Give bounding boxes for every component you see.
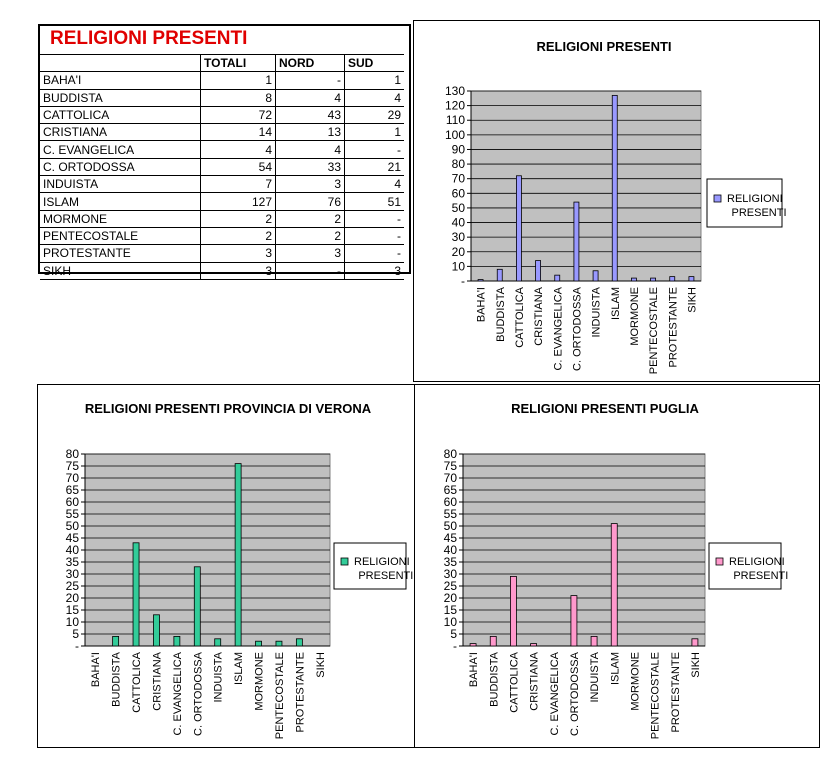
y-tick-label: 25 [65,579,79,593]
x-tick-label: BAHA'I [90,652,103,688]
x-tick-label: PENTECOSTALE [648,287,661,375]
legend-swatch [716,558,723,565]
x-tick-label: BAHA'I [475,287,488,323]
x-tick-label: CATTOLICA [513,287,526,348]
y-tick-label: 10 [443,615,457,629]
chart-verona [38,385,416,749]
y-tick-label: 15 [443,603,457,617]
table-row [40,210,404,227]
row-value: 3 [201,262,276,279]
x-tick-label: PENTECOSTALE [649,652,662,740]
row-value: - [276,262,345,279]
x-tick-label: SIKH [314,652,327,678]
y-tick-label: 40 [65,543,79,557]
y-tick-label: 50 [451,200,465,215]
bar [174,636,180,646]
row-value: 4 [345,89,405,106]
row-value: - [276,72,345,89]
row-value: 3 [276,176,345,193]
y-tick-label: 20 [65,591,79,605]
y-tick-label: 55 [65,507,79,521]
x-tick-label: C. ORTODOSSA [568,652,581,736]
table-row [40,176,404,193]
x-tick-label: CATTOLICA [508,652,521,713]
row-value: 1 [345,124,405,141]
row-label: MORMONE [40,210,201,227]
x-tick-label: BUDDISTA [494,287,507,342]
y-tick-label: 80 [65,447,79,461]
y-tick-label: - [75,639,79,653]
row-label: C. ORTODOSSA [40,158,201,175]
x-tick-label: PROTESTANTE [294,652,307,733]
x-tick-label: BUDDISTA [488,652,501,707]
row-value: 127 [201,193,276,210]
x-tick-label: BAHA'I [468,652,481,688]
row-value: 4 [201,141,276,158]
bar [536,261,541,281]
bar [478,280,483,281]
table-row [40,89,404,106]
row-value: - [345,141,405,158]
table-row [40,124,404,141]
x-tick-label: ISLAM [233,652,246,686]
x-tick-label: C. EVANGELICA [171,652,184,736]
y-tick-label: 65 [443,483,457,497]
chart-title: RELIGIONI PRESENTI PROVINCIA DI VERONA [84,401,372,416]
row-value: 3 [201,245,276,262]
row-value: - [345,227,405,244]
bar [113,636,119,646]
row-value: 43 [276,106,345,123]
x-tick-label: PENTECOSTALE [273,652,286,740]
chart-verona-panel [37,384,415,748]
x-tick-label: C. EVANGELICA [552,287,565,371]
bar [490,636,496,646]
y-tick-label: 80 [451,157,465,172]
y-tick-label: 70 [65,471,79,485]
y-tick-label: 40 [443,543,457,557]
row-value: 21 [345,158,405,175]
y-tick-label: 75 [443,459,457,473]
row-value: 51 [345,193,405,210]
header-cell: SUD [345,55,405,72]
row-value: 4 [276,141,345,158]
row-label: PROTESTANTE [40,245,201,262]
y-tick-label: 110 [445,113,465,128]
x-tick-label: ISLAM [609,287,622,321]
row-value: 72 [201,106,276,123]
row-value: 76 [276,193,345,210]
bar [516,176,521,281]
bar [296,639,302,646]
chart-puglia [415,385,821,749]
row-label: INDUISTA [40,176,201,193]
row-value: 54 [201,158,276,175]
y-tick-label: 75 [65,459,79,473]
row-label: ISLAM [40,193,201,210]
x-tick-label: PROTESTANTE [669,652,682,733]
bar [689,277,694,281]
x-tick-label: BUDDISTA [110,652,123,707]
header-cell [40,55,201,72]
table-row [40,193,404,210]
row-value: 2 [201,210,276,227]
x-tick-label: CRISTIANA [533,287,546,346]
table-header-row [40,55,404,72]
legend [709,543,788,589]
bar [591,636,597,646]
y-tick-label: 10 [451,259,465,274]
y-tick-label: 40 [451,215,465,230]
row-label: CRISTIANA [40,124,201,141]
y-tick-label: 5 [450,627,457,641]
table-row [40,158,404,175]
y-tick-label: 60 [443,495,457,509]
row-value: 14 [201,124,276,141]
y-tick-label: 30 [65,567,79,581]
chart-totals-panel [413,20,820,382]
y-tick-label: - [461,274,465,288]
legend-label: RELIGIONI PRESENTI [729,556,789,582]
legend-swatch [714,195,721,202]
bar [692,639,698,646]
table-row [40,141,404,158]
y-tick-label: 70 [451,171,465,186]
bar [256,641,262,646]
y-tick-label: 65 [65,483,79,497]
row-value: 1 [345,72,405,89]
row-label: C. EVANGELICA [40,141,201,158]
row-value: 3 [345,262,405,279]
x-tick-label: CRISTIANA [528,652,541,711]
y-tick-label: 50 [443,519,457,533]
chart-title: RELIGIONI PRESENTI PUGLIA [511,401,699,416]
bar [510,576,516,646]
x-tick-label: CRISTIANA [151,652,164,711]
table-row [40,262,404,279]
bar [651,278,656,281]
y-tick-label: 120 [444,98,465,113]
y-tick-label: 60 [65,495,79,509]
bar [194,567,200,646]
row-label: BUDDISTA [40,89,201,106]
chart-totals [414,21,821,383]
bar [497,269,502,281]
x-tick-label: SIKH [686,287,699,313]
bar [133,543,139,646]
y-tick-label: 45 [65,531,79,545]
y-tick-label: 20 [443,591,457,605]
table-title: RELIGIONI PRESENTI [50,28,248,49]
legend [334,543,413,589]
legend [707,179,787,227]
y-tick-label: 35 [65,555,79,569]
row-value: 29 [345,106,405,123]
x-tick-label: SIKH [689,652,702,678]
x-tick-label: PROTESTANTE [667,287,680,368]
y-tick-label: 70 [443,471,457,485]
legend-label: RELIGIONI PRESENTI [727,193,787,219]
religion-table [40,54,404,280]
table-row [40,227,404,244]
row-value: 3 [276,245,345,262]
chart-puglia-panel [414,384,820,748]
table-row [40,245,404,262]
x-tick-label: MORMONE [253,652,266,711]
y-tick-label: 5 [72,627,79,641]
row-value: 4 [276,89,345,106]
y-tick-label: 45 [443,531,457,545]
x-tick-label: MORMONE [628,287,641,346]
bar [612,95,617,281]
x-tick-label: C. ORTODOSSA [571,287,584,371]
row-value: 2 [276,210,345,227]
y-tick-label: 30 [451,230,465,245]
row-value: 1 [201,72,276,89]
bar [631,278,636,281]
table-row [40,72,404,89]
x-tick-label: MORMONE [629,652,642,711]
y-tick-label: 130 [444,84,465,98]
bar [574,202,579,281]
row-label: SIKH [40,262,201,279]
table-row [40,106,404,123]
bar [555,275,560,281]
row-value: 13 [276,124,345,141]
row-value: 2 [201,227,276,244]
bar [670,277,675,281]
x-tick-label: INDUISTA [212,652,225,703]
bar [571,596,577,646]
x-tick-label: ISLAM [609,652,622,686]
bar [153,615,159,646]
row-label: PENTECOSTALE [40,227,201,244]
chart-title: RELIGIONI PRESENTI [536,39,672,54]
x-tick-label: CATTOLICA [131,652,144,713]
x-tick-label: C. ORTODOSSA [192,652,205,736]
row-value: 8 [201,89,276,106]
y-tick-label: 10 [65,615,79,629]
x-tick-label: INDUISTA [590,287,603,338]
bar [235,464,241,646]
legend-label: RELIGIONI PRESENTI [354,556,414,582]
y-tick-label: 80 [443,447,457,461]
row-value: - [345,245,405,262]
religion-table-panel [38,24,411,278]
row-value: - [345,210,405,227]
legend-swatch [341,558,348,565]
y-tick-label: 25 [443,579,457,593]
y-tick-label: - [453,639,457,653]
y-tick-label: 15 [65,603,79,617]
y-tick-label: 50 [65,519,79,533]
y-tick-label: 55 [443,507,457,521]
bar [276,641,282,646]
y-tick-label: 35 [443,555,457,569]
plot-area [471,91,701,281]
y-tick-label: 60 [451,186,465,201]
bar [611,524,617,646]
x-tick-label: INDUISTA [589,652,602,703]
y-tick-label: 90 [451,142,465,157]
bar [531,644,537,646]
row-value: 2 [276,227,345,244]
y-tick-label: 30 [443,567,457,581]
bar [215,639,221,646]
header-cell: TOTALI [201,55,276,72]
row-value: 7 [201,176,276,193]
row-label: BAHA'I [40,72,201,89]
row-value: 33 [276,158,345,175]
y-tick-label: 100 [444,127,465,142]
x-tick-label: C. EVANGELICA [548,652,561,736]
bar [470,644,476,646]
bar [593,271,598,281]
y-tick-label: 20 [451,244,465,259]
header-cell: NORD [276,55,345,72]
row-value: 4 [345,176,405,193]
row-label: CATTOLICA [40,106,201,123]
